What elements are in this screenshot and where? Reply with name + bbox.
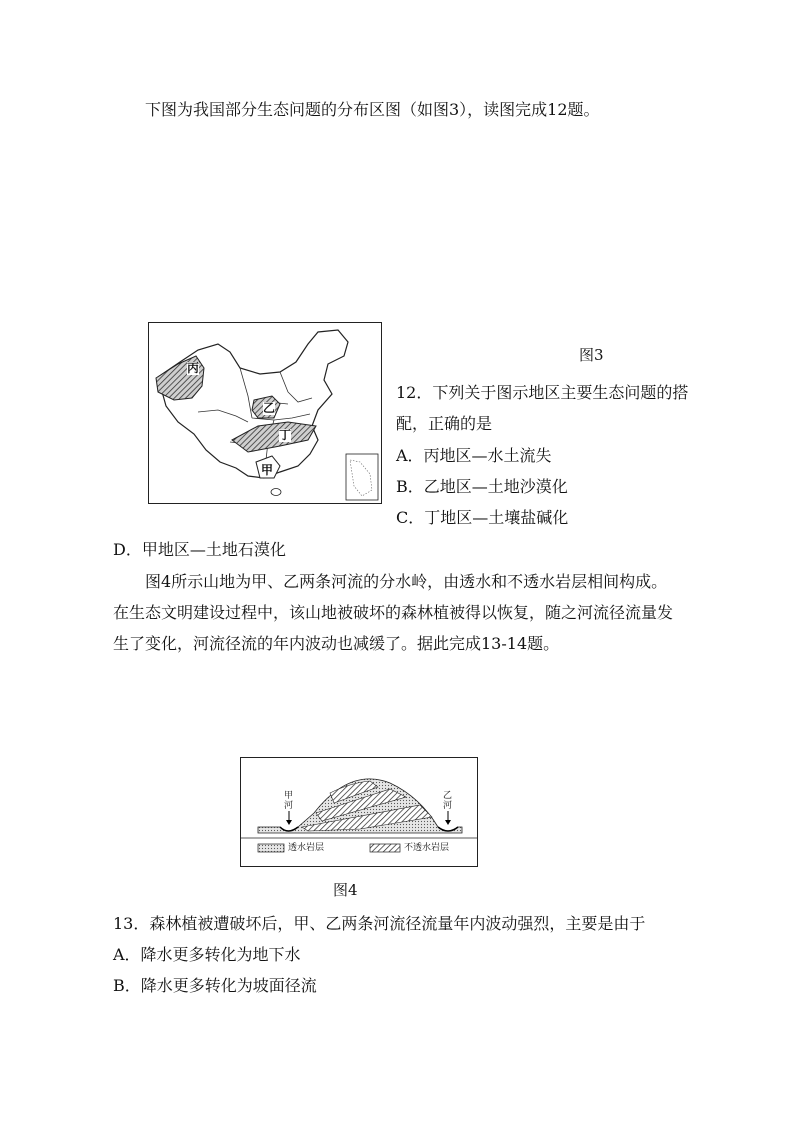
figure3-caption: 图3 xyxy=(579,346,604,364)
figure3-map xyxy=(148,322,382,504)
q12-option-d: D．甲地区—土地石漠化 xyxy=(113,540,286,559)
region-label-yi: 乙 xyxy=(263,401,276,415)
passage2-line1: 图4所示山地为甲、乙两条河流的分水岭，由透水和不透水岩层相间构成。 xyxy=(145,572,668,591)
q12-stem-line1: 12．下列关于图示地区主要生态问题的搭 xyxy=(396,383,689,402)
river-label-jia: 甲河 xyxy=(284,791,294,811)
figure4-cross-section xyxy=(240,757,478,867)
q12-option-b: B．乙地区—土地沙漠化 xyxy=(396,477,568,496)
river-label-yi: 乙河 xyxy=(443,791,453,811)
q13-option-a: A．降水更多转化为地下水 xyxy=(113,945,301,964)
q12-option-a: A．丙地区—水土流失 xyxy=(396,446,552,465)
q13-stem: 13．森林植被遭破坏后，甲、乙两条河流径流量年内波动强烈，主要是由于 xyxy=(113,914,646,933)
q13-option-b: B．降水更多转化为坡面径流 xyxy=(113,976,317,995)
q12-stem-line2: 配，正确的是 xyxy=(396,414,493,433)
region-label-jia: 甲 xyxy=(261,463,274,477)
intro-text: 下图为我国部分生态问题的分布区图（如图3），读图完成12题。 xyxy=(145,100,600,119)
region-label-bing: 丙 xyxy=(187,361,200,375)
figure4-caption: 图4 xyxy=(333,881,358,899)
legend-permeable-label: 透水岩层 xyxy=(288,843,325,853)
passage2-line2: 在生态文明建设过程中，该山地被破坏的森林植被得以恢复，随之河流径流量发 xyxy=(113,603,674,622)
legend-impermeable-label: 不透水岩层 xyxy=(404,843,450,853)
passage2-line3: 生了变化，河流径流的年内波动也减缓了。据此完成13-14题。 xyxy=(113,634,560,653)
q12-option-c: C．丁地区—土壤盐碱化 xyxy=(396,508,569,527)
region-label-ding: 丁 xyxy=(279,428,292,442)
